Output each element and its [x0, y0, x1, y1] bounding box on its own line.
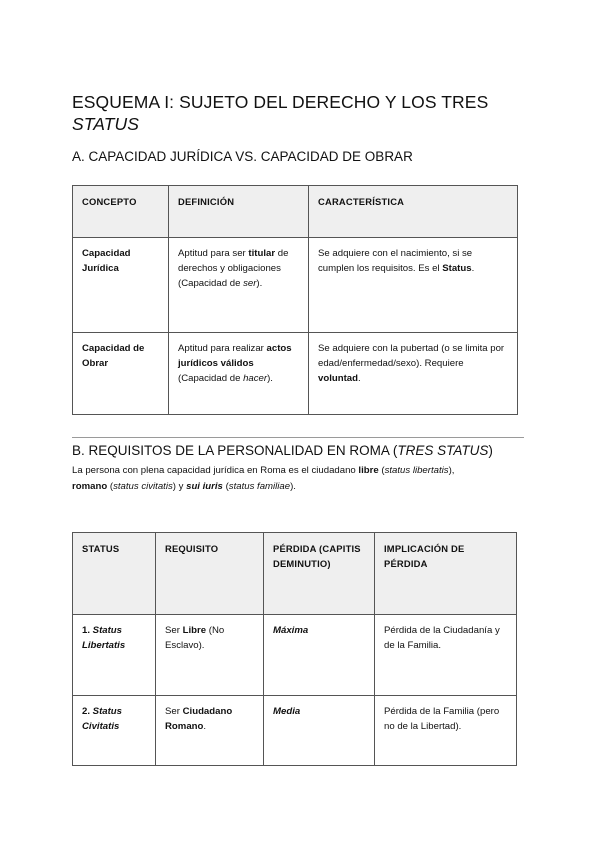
status-table [72, 532, 517, 766]
cell-requisito: Ser Ciudadano Romano. [156, 696, 264, 766]
table-row [73, 333, 518, 415]
title-main: ESQUEMA I: SUJETO DEL DERECHO Y LOS TRES [72, 92, 489, 112]
cell-concepto: Capacidad Jurídica [73, 238, 169, 333]
section-b-heading: B. REQUISITOS DE LA PERSONALIDAD EN ROMA (TRES STATUS) [72, 443, 493, 458]
header-requisito: REQUISITO [156, 533, 264, 615]
cell-definicion: Aptitud para ser titular de derechos y obligaciones (Capacidad de ser). [169, 238, 309, 333]
cell-caracteristica: Se adquiere con el nacimiento, si se cumplen los requisitos. Es el Status. [309, 238, 518, 333]
cell-caracteristica: Se adquiere con la pubertad (o se limita por edad/enfermedad/sexo). Requiere voluntad. [309, 333, 518, 415]
section-divider [72, 437, 524, 438]
header-implicacion: IMPLICACIÓN DE PÉRDIDA [375, 533, 517, 615]
capacity-table [72, 185, 518, 415]
cell-implicacion: Pérdida de la Ciudadanía y de la Familia. [375, 615, 517, 696]
table-header-row [73, 533, 517, 615]
header-concepto: CONCEPTO [73, 186, 169, 238]
cell-status: 2. Status Civitatis [73, 696, 156, 766]
table-row [73, 696, 517, 766]
table-header-row [73, 186, 518, 238]
cell-concepto: Capacidad de Obrar [73, 333, 169, 415]
header-definicion: DEFINICIÓN [169, 186, 309, 238]
cell-definicion: Aptitud para realizar actos jurídicos válidos (Capacidad de hacer). [169, 333, 309, 415]
cell-perdida: Máxima [264, 615, 375, 696]
page-title [72, 91, 542, 135]
section-a-heading: A. CAPACIDAD JURÍDICA VS. CAPACIDAD DE OBRAR [72, 149, 413, 164]
title-italic: STATUS [72, 114, 140, 134]
table-row [73, 615, 517, 696]
cell-status: 1. Status Libertatis [73, 615, 156, 696]
header-perdida: PÉRDIDA (CAPITIS DEMINUTIO) [264, 533, 375, 615]
cell-perdida: Media [264, 696, 375, 766]
cell-requisito: Ser Libre (No Esclavo). [156, 615, 264, 696]
header-caracteristica: CARACTERÍSTICA [309, 186, 518, 238]
section-b-intro: La persona con plena capacidad jurídica en Roma es el ciudadano libre (status libertatis), romano (status civitatis) y sui iuris (status familiae). [72, 465, 455, 492]
table-row [73, 238, 518, 333]
cell-implicacion: Pérdida de la Familia (pero no de la Libertad). [375, 696, 517, 766]
header-status: STATUS [73, 533, 156, 615]
